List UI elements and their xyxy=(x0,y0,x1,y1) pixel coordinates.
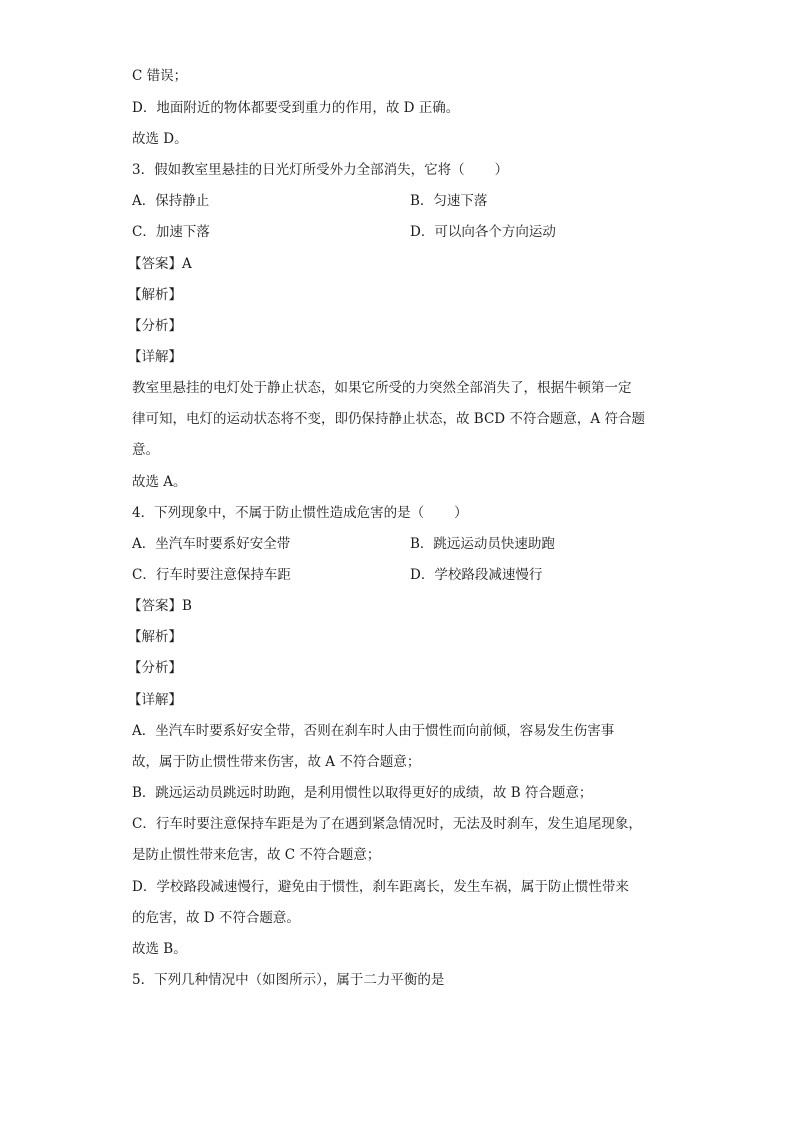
explanation-line: D．学校路段减速慢行，避免由于惯性，刹车距离长，发生车祸，属于防止惯性带来 xyxy=(132,879,629,895)
option-a: A．保持静止 xyxy=(132,193,210,209)
option-a: A．坐汽车时要系好安全带 xyxy=(132,536,291,552)
answer-label: 【答案】B xyxy=(128,598,192,614)
selection-line: 故选 A。 xyxy=(132,474,187,490)
question-3-stem xyxy=(132,160,508,180)
detail-label: 【详解】 xyxy=(128,349,182,365)
option-c: C．行车时要注意保持车距 xyxy=(132,567,291,583)
explanation-line: 教室里悬挂的电灯处于静止状态，如果它所受的力突然全部消失了，根据牛顿第一定 xyxy=(132,380,632,396)
analysis-section-label: 【分析】 xyxy=(128,318,182,334)
text-line: D．地面附近的物体都要受到重力的作用，故 D 正确。 xyxy=(132,100,460,116)
question-5-stem: 5．下列几种情况中（如图所示），属于二力平衡的是 xyxy=(132,972,445,988)
explanation-line: A．坐汽车时要系好安全带，否则在刹车时人由于惯性而向前倾，容易发生伤害事 xyxy=(132,723,615,739)
analysis-label: 【解析】 xyxy=(128,287,182,303)
explanation-line: 律可知，电灯的运动状态将不变，即仍保持静止状态，故 BCD 不符合题意，A 符合题 xyxy=(132,411,645,427)
explanation-line: 意。 xyxy=(132,442,159,458)
option-d: D．学校路段减速慢行 xyxy=(410,567,543,583)
text-line: C 错误； xyxy=(132,68,188,84)
analysis-label: 【解析】 xyxy=(128,629,182,645)
question-stem-close: ） xyxy=(454,505,468,521)
explanation-line: C．行车时要注意保持车距是为了在遇到紧急情况时，无法及时刹车，发生追尾现象， xyxy=(132,816,642,832)
explanation-line: 是防止惯性带来危害，故 C 不符合题意； xyxy=(132,847,381,863)
text-line: 故选 D。 xyxy=(132,131,188,147)
explanation-line: 故，属于防止惯性带来伤害，故 A 不符合题意； xyxy=(132,754,421,770)
option-c: C．加速下落 xyxy=(132,224,210,240)
option-d: D．可以向各个方向运动 xyxy=(410,224,556,240)
question-stem-close: ） xyxy=(494,162,509,178)
question-4-stem xyxy=(132,503,468,523)
option-b: B．跳远运动员快速助跑 xyxy=(410,536,555,552)
question-stem-text: 3．假如教室里悬挂的日光灯所受外力全部消失，它将（ xyxy=(132,162,465,178)
analysis-section-label: 【分析】 xyxy=(128,660,182,676)
option-b: B．匀速下落 xyxy=(410,193,488,209)
question-stem-text: 4．下列现象中，不属于防止惯性造成危害的是（ xyxy=(132,505,425,521)
answer-label: 【答案】A xyxy=(128,256,192,272)
explanation-line: 的危害，故 D 不符合题意。 xyxy=(132,910,300,926)
detail-label: 【详解】 xyxy=(128,692,182,708)
selection-line: 故选 B。 xyxy=(132,941,187,957)
explanation-line: B．跳远运动员跳远时助跑，是利用惯性以取得更好的成绩，故 B 符合题意； xyxy=(132,785,593,801)
